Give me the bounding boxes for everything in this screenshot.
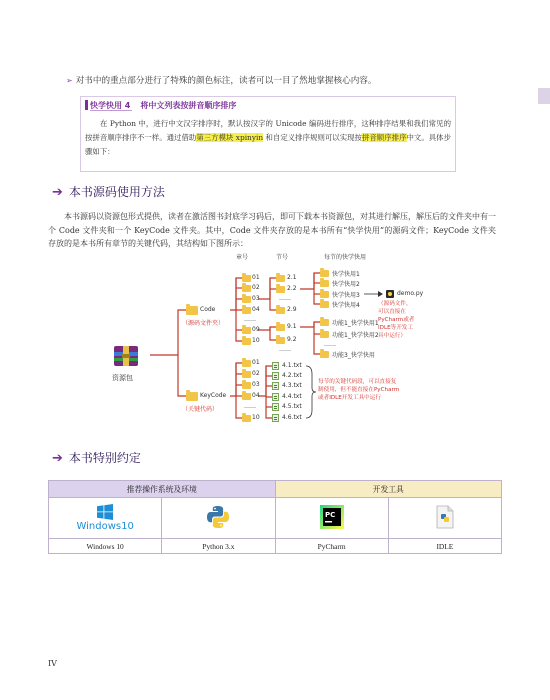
section-label: 2.9: [287, 306, 297, 313]
section-folder-icon: [276, 337, 285, 344]
table-header-row: [49, 481, 502, 498]
quick-ellipsis: ……: [324, 341, 336, 348]
arrow-right-icon: ➔: [52, 185, 63, 200]
demo-note-line: （源码文件，: [378, 301, 412, 307]
section-ellipsis: ……: [279, 295, 291, 302]
header-os-env: 推荐操作系统及环境: [49, 481, 276, 498]
key-note-line: 或者IDLE开发工具中运行: [318, 395, 381, 401]
name-windows: Windows 10: [49, 539, 162, 554]
name-python: Python 3.x: [162, 539, 275, 554]
python-file-icon: [386, 290, 394, 298]
folder-structure-diagram: [0, 250, 550, 430]
section-folder-icon: [276, 275, 285, 282]
bullet-text: 对书中的重点部分进行了特殊的颜色标注，读者可以一目了然地掌握核心内容。: [75, 76, 377, 86]
tip-box: [80, 96, 456, 172]
section-heading-source: [52, 183, 165, 200]
text-file-icon: [272, 393, 279, 401]
bullet-line: [66, 74, 377, 86]
key-file: 4.1.txt: [282, 362, 302, 369]
section-heading-conventions: [52, 449, 141, 466]
tip-header: [85, 100, 236, 111]
tip-bar-icon: [85, 100, 88, 110]
name-idle: IDLE: [388, 539, 501, 554]
table-row: [49, 539, 502, 554]
demo-note-line: PyCharm或者: [378, 317, 415, 323]
windows-logo-icon: [76, 504, 133, 532]
chapter-ellipsis: ……: [244, 403, 256, 410]
text-file-icon: [272, 372, 279, 380]
section-folder-icon: [276, 307, 285, 314]
section-label: 2.2: [287, 285, 297, 292]
key-file: 4.5.txt: [282, 403, 302, 410]
windows-cell: [49, 498, 162, 539]
quick-folder-icon: [320, 319, 329, 326]
key-file: 4.4.txt: [282, 393, 302, 400]
chapter-folder-icon: [242, 393, 251, 400]
section-folder-icon: [276, 324, 285, 331]
header-quick: 每节的快学快用: [324, 254, 367, 261]
section-label: 2.1: [287, 274, 297, 281]
idle-cell: [388, 498, 501, 539]
idle-file-icon: [435, 505, 455, 529]
key-file: 4.2.txt: [282, 372, 302, 379]
section-title: 本书特别约定: [68, 451, 141, 465]
chapter-folder-icon: [242, 307, 251, 314]
svg-text:PC: PC: [324, 511, 335, 519]
demo-note-line: 具中运行）: [378, 333, 406, 339]
tip-body-text: 和自定义排序规则可以实现按: [263, 133, 362, 142]
chapter-label: 01: [252, 274, 260, 281]
section-label: 9.2: [287, 336, 297, 343]
header-section: 节号: [276, 254, 289, 261]
tip-title: 将中文列表按拼音顺序排序: [140, 101, 237, 110]
section-label: 9.1: [287, 323, 297, 330]
tip-highlight-sort: 拼音顺序排序: [361, 133, 407, 142]
quick-folder-icon: [320, 331, 329, 338]
chapter-folder-icon: [242, 360, 251, 367]
key-note-line: 制使用，但不能直接在PyCharm: [318, 387, 400, 393]
chapter-folder-icon: [242, 285, 251, 292]
header-chapter: 章号: [236, 254, 249, 261]
code-sub: （源码文件夹）: [182, 320, 225, 327]
tip-body-text: 在 Python 中，进行中文汉字排序时，默认按汉字的 Unicode 编码进行排序，这种排序结果和我们常见的按拼音顺序排序不一样。通过借助: [85, 119, 451, 142]
keycode-folder-icon: [186, 392, 198, 401]
archive-icon: [112, 344, 140, 368]
chapter-folder-icon: [242, 371, 251, 378]
code-label: Code: [200, 306, 216, 313]
chapter-label: 02: [252, 284, 260, 291]
python-cell: [162, 498, 275, 539]
side-tab: [538, 88, 550, 104]
tip-tag: 快学快用 4: [90, 101, 131, 110]
quick-folder-icon: [320, 280, 329, 287]
table-row: [49, 498, 502, 539]
chapter-label: 10: [252, 414, 260, 421]
chapter-label: 01: [252, 359, 260, 366]
text-file-icon: [272, 403, 279, 411]
quick-label: 功能1_快学快用1: [332, 320, 379, 327]
tip-body: [85, 117, 451, 159]
chapter-label: 04: [252, 306, 260, 313]
root-label: 资源包: [112, 374, 133, 382]
section-folder-icon: [276, 286, 285, 293]
name-pycharm: PyCharm: [275, 539, 388, 554]
tip-highlight-module: 第三方模块 xpinyin: [196, 133, 264, 142]
code-folder-icon: [186, 306, 198, 315]
windows-logo-text: Windows10: [76, 521, 134, 532]
environment-table: [48, 480, 502, 554]
header-dev-tools: 开发工具: [275, 481, 502, 498]
key-note: [318, 378, 399, 402]
quick-folder-icon: [320, 270, 329, 277]
chapter-label: 03: [252, 381, 260, 388]
keycode-label: KeyCode: [200, 392, 227, 399]
tip-body-text: 中文。具体步骤如下：: [85, 133, 451, 156]
chapter-folder-icon: [242, 415, 251, 422]
python-logo-icon: [205, 504, 231, 530]
key-note-line: 每节的关键代码段，可以直接复: [318, 379, 397, 385]
quick-label: 功能1_快学快用2: [332, 332, 379, 339]
page-number: IV: [48, 659, 57, 668]
keycode-sub: （关键代码）: [182, 406, 219, 413]
section-title: 本书源码使用方法: [68, 185, 165, 199]
demo-file: demo.py: [397, 290, 424, 297]
text-file-icon: [272, 362, 279, 370]
quick-folder-icon: [320, 301, 329, 308]
chapter-folder-icon: [242, 338, 251, 345]
key-file: 4.6.txt: [282, 414, 302, 421]
chapter-label: 03: [252, 295, 260, 302]
chapter-folder-icon: [242, 275, 251, 282]
chapter-folder-icon: [242, 296, 251, 303]
quick-label: 快学快用1: [332, 271, 360, 278]
pycharm-cell: [275, 498, 388, 539]
chapter-label: 04: [252, 392, 260, 399]
quick-folder-icon: [320, 351, 329, 358]
section-paragraph: 本书源码以资源包形式提供，读者在激活图书封底学习码后，即可下载本书资源包，对其进行解压，解压后的文件夹中有一个 Code 文件夹和一个 KeyCode 文件夹。其中，Code 文件夹存放的是本书所有“快学快用”的源码文件；KeyCode 文件夹存放的是本书所有章节的关键代码，其结构如下图所示：: [48, 212, 496, 248]
pycharm-logo-icon: [320, 505, 344, 529]
chapter-label: 09: [252, 326, 260, 333]
text-file-icon: [272, 382, 279, 390]
quick-label: 快学快用2: [332, 281, 360, 288]
chapter-folder-icon: [242, 382, 251, 389]
section-ellipsis: ……: [279, 346, 291, 353]
key-file: 4.3.txt: [282, 382, 302, 389]
chapter-label: 10: [252, 337, 260, 344]
chapter-folder-icon: [242, 327, 251, 334]
demo-note: [378, 300, 414, 340]
demo-note-line: 可以直接在: [378, 309, 406, 315]
quick-label: 快学快用4: [332, 302, 360, 309]
quick-label: 功能3_快学快用: [332, 352, 375, 359]
arrow-right-icon: ➔: [52, 451, 63, 466]
bullet-arrow-icon: ➢: [66, 76, 73, 85]
chapter-ellipsis: ……: [244, 316, 256, 323]
quick-label: 快学快用3: [332, 292, 360, 299]
demo-note-line: IDLE等开发工: [378, 325, 413, 331]
text-file-icon: [272, 414, 279, 422]
quick-folder-icon: [320, 291, 329, 298]
chapter-label: 02: [252, 370, 260, 377]
